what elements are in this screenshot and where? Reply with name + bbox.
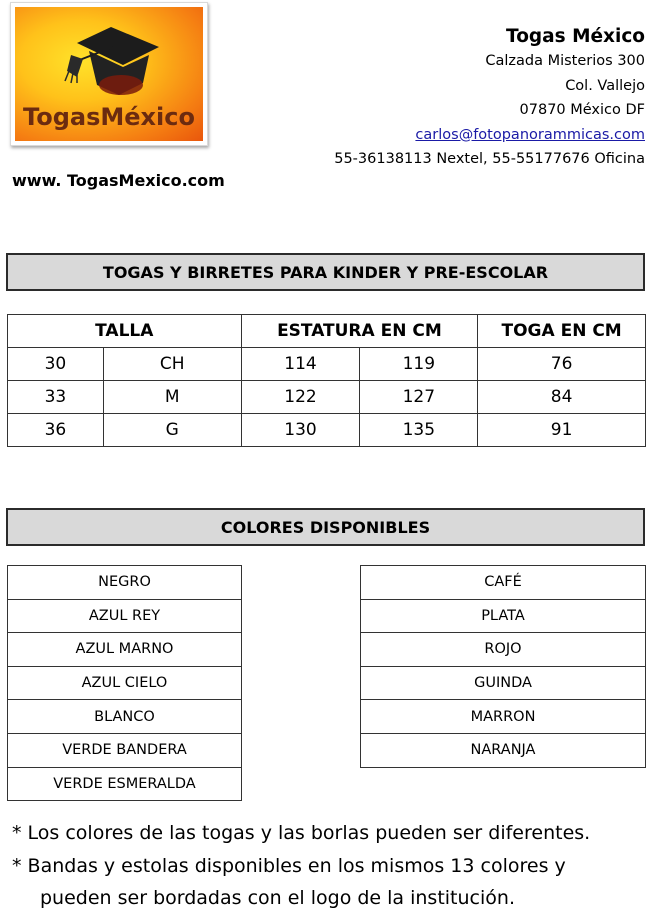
list-item: ROJO [361,633,646,667]
logo [10,2,208,146]
company-info [334,25,645,172]
list-item: NARANJA [361,733,646,767]
address-line-2: Col. Vallejo [565,77,645,94]
list-item: NEGRO [8,566,242,600]
colors-section-title: COLORES DISPONIBLES [6,508,645,546]
cell-talla-number: 33 [8,381,104,414]
cell-toga: 84 [478,381,646,414]
cell-talla-letter: G [103,414,241,447]
logo-text: TogasMéxico [23,103,195,131]
address-line-3: 07870 México DF [519,102,645,118]
header-estatura: ESTATURA EN CM [241,315,478,348]
header-talla: TALLA [8,315,242,348]
list-item: AZUL MARNO [8,633,242,667]
colors-right-list [360,565,646,768]
cell-estatura-min: 122 [241,381,360,414]
list-item: GUINDA [361,666,646,700]
table-row [8,348,646,381]
cell-estatura-max: 135 [360,414,478,447]
logo-background [15,7,203,141]
cell-talla-number: 36 [8,414,104,447]
cell-talla-number: 30 [8,348,104,381]
list-item: CAFÉ [361,566,646,600]
cell-estatura-min: 130 [241,414,360,447]
cell-talla-letter: CH [103,348,241,381]
table-row [8,381,646,414]
sizes-header-row [8,315,646,348]
cell-toga: 76 [478,348,646,381]
table-row [8,414,646,447]
email-link[interactable]: carlos@fotopanorammicas.com [415,126,645,143]
list-item: AZUL REY [8,599,242,633]
list-item: PLATA [361,599,646,633]
company-name: Togas México [506,26,645,47]
graduation-cap-icon [63,25,163,103]
note-colors: * Los colores de las togas y las borlas pueden ser diferentes. [12,822,591,844]
cell-estatura-max: 127 [360,381,478,414]
address-line-1: Calzada Misterios 300 [485,53,645,69]
colors-left-list [7,565,242,801]
note-bands: * Bandas y estolas disponibles en los mismos 13 colores y [12,855,566,877]
cell-talla-letter: M [103,381,241,414]
sizes-table [7,314,646,447]
list-item: MARRON [361,700,646,734]
list-item: BLANCO [8,700,242,734]
sizes-section-title: TOGAS Y BIRRETES PARA KINDER Y PRE-ESCOLAR [6,253,645,291]
header-toga: TOGA EN CM [478,315,646,348]
list-item: VERDE BANDERA [8,733,242,767]
cell-toga: 91 [478,414,646,447]
website-url[interactable]: www. TogasMexico.com [12,171,225,190]
note-embroidery: pueden ser bordadas con el logo de la institución. [40,887,515,909]
list-item: AZUL CIELO [8,666,242,700]
list-item: VERDE ESMERALDA [8,767,242,801]
cell-estatura-max: 119 [360,348,478,381]
phone-numbers: 55-36138113 Nextel, 55-55177676 Oficina [334,151,645,167]
cell-estatura-min: 114 [241,348,360,381]
